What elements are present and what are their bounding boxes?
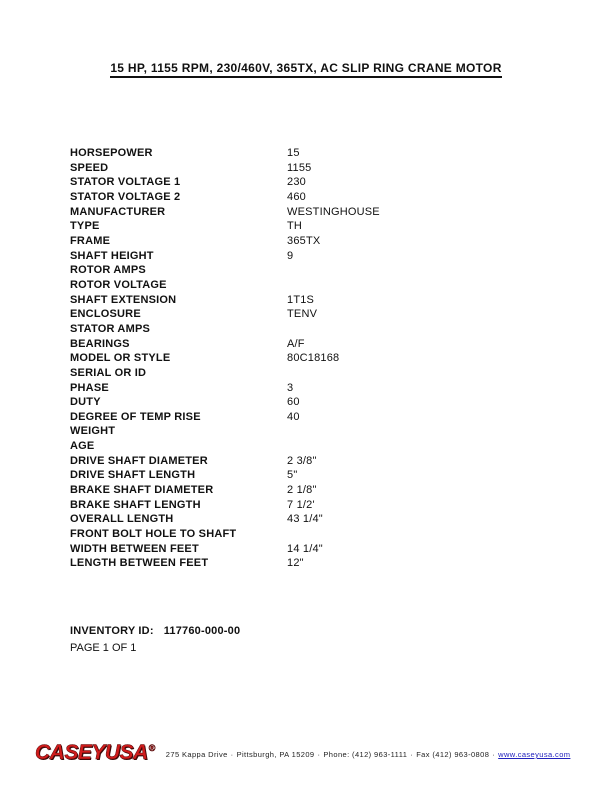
page-count: PAGE 1 OF 1 [70,641,137,654]
spec-row [70,395,572,410]
spec-label: BRAKE SHAFT LENGTH [70,498,201,511]
spec-label: FRAME [70,234,111,247]
title-bar [0,59,612,78]
spec-value: 7 1/2' [287,498,315,511]
footer-separator: · [317,750,321,759]
spec-value: TH [287,220,303,233]
spec-row [70,263,572,278]
spec-value: 12" [287,557,304,570]
spec-label: FRONT BOLT HOLE TO SHAFT [70,528,237,541]
logo-text: CASEYUSA [35,741,148,764]
spec-label: WIDTH BETWEEN FEET [70,542,199,555]
spec-label: DRIVE SHAFT DIAMETER [70,454,208,467]
spec-label: ENCLOSURE [70,308,141,321]
spec-value: 3 [287,381,294,394]
inventory-id-line [70,623,240,640]
footer-segment: Fax (412) 963-0808 [416,750,490,759]
spec-row [70,351,572,366]
footer-contact-line [166,750,571,759]
spec-value: 1T1S [287,293,315,306]
spec-label: PHASE [70,381,109,394]
spec-row [70,146,572,161]
spec-label: WEIGHT [70,425,116,438]
spec-label: STATOR AMPS [70,322,151,335]
spec-label: SPEED [70,161,109,174]
footer-segment: Phone: (412) 963-1111 [323,750,408,759]
spec-label: BRAKE SHAFT DIAMETER [70,484,214,497]
spec-row [70,175,572,190]
spec-row [70,293,572,308]
footer-segment: Pittsburgh, PA 15209 [236,750,315,759]
spec-label: STATOR VOLTAGE 1 [70,176,181,189]
spec-label: SHAFT HEIGHT [70,249,154,262]
spec-row [70,410,572,425]
spec-label: AGE [70,440,95,453]
footer-website-link[interactable]: www.caseyusa.com [498,750,571,759]
spec-label: SERIAL OR ID [70,366,147,379]
spec-row [70,337,572,352]
spec-row [70,381,572,396]
spec-row [70,556,572,571]
spec-value: 1155 [287,161,312,174]
spec-row [70,205,572,220]
registered-trademark-icon: ® [148,743,156,753]
spec-label: HORSEPOWER [70,147,153,159]
spec-label: DRIVE SHAFT LENGTH [70,469,196,482]
spec-label: DEGREE OF TEMP RISE [70,410,201,423]
spec-row [70,512,572,527]
inventory-section [70,623,240,656]
spec-row [70,219,572,234]
document-title: 15 HP, 1155 RPM, 230/460V, 365TX, AC SLIP RING CRANE MOTOR [110,61,501,78]
spec-value: 460 [287,190,306,203]
spec-value: 5" [287,469,298,482]
spec-value: TENV [287,308,318,321]
footer-separator: · [492,750,496,759]
spec-row [70,483,572,498]
spec-row [70,161,572,176]
spec-row [70,454,572,469]
spec-value: 80C18168 [287,352,340,365]
footer-separator: · [410,750,414,759]
spec-row [70,527,572,542]
spec-row [70,249,572,264]
spec-label: TYPE [70,220,100,233]
spec-label: ROTOR VOLTAGE [70,278,167,291]
spec-label: OVERALL LENGTH [70,513,174,526]
spec-label: MODEL OR STYLE [70,352,171,365]
spec-row [70,234,572,249]
spec-row [70,439,572,454]
spec-label: SHAFT EXTENSION [70,293,177,306]
spec-label: BEARINGS [70,337,130,350]
spec-label: DUTY [70,396,101,409]
spec-row [70,190,572,205]
spec-value: A/F [287,337,305,350]
spec-row [70,307,572,322]
spec-value: 230 [287,176,306,189]
spec-value: 365TX [287,234,321,247]
spec-row [70,366,572,381]
spec-list [70,146,572,571]
footer [35,741,592,765]
spec-label: ROTOR AMPS [70,264,146,277]
spec-value: 2 3/8" [287,454,317,467]
spec-row [70,278,572,293]
spec-label: LENGTH BETWEEN FEET [70,557,209,570]
spec-row [70,424,572,439]
footer-segment: 275 Kappa Drive [165,750,228,759]
inventory-id-label: INVENTORY ID: [70,625,154,637]
spec-value: 2 1/8" [287,484,317,497]
spec-label: STATOR VOLTAGE 2 [70,190,181,203]
spec-row [70,468,572,483]
spec-value: 43 1/4" [287,513,323,526]
spec-row [70,498,572,513]
footer-separator: · [230,750,234,759]
spec-value: 9 [287,249,294,262]
spec-label: MANUFACTURER [70,205,166,218]
inventory-id-value: 117760-000-00 [163,625,241,637]
spec-value: 14 1/4" [287,542,323,555]
spec-value: 40 [287,410,300,423]
spec-value: 15 [287,147,300,159]
spec-value: 60 [287,396,300,409]
spec-row [70,322,572,337]
spec-value: WESTINGHOUSE [287,205,380,218]
spec-row [70,542,572,557]
caseyusa-logo [35,741,155,765]
